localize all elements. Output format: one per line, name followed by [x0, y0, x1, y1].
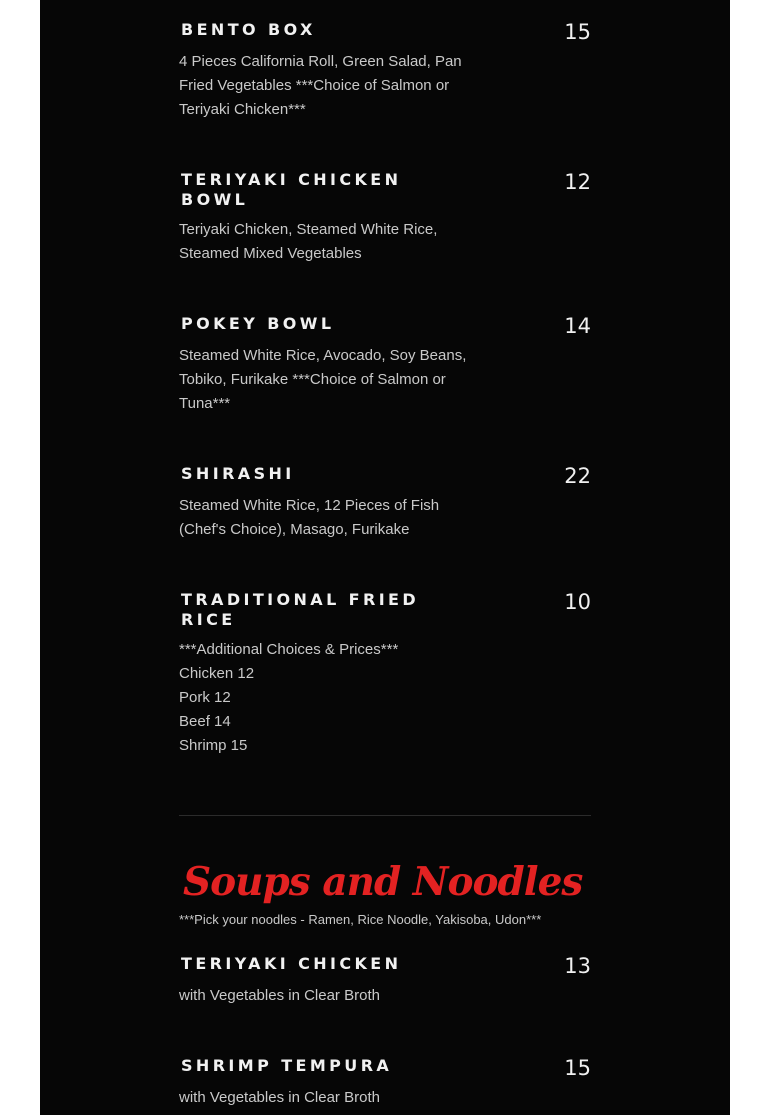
menu-panel — [40, 0, 730, 1115]
item-price: 15 — [564, 20, 591, 44]
item-description: Steamed White Rice, 12 Pieces of Fish (Chef's Choice), Masago, Furikake — [179, 497, 440, 538]
item-price: 10 — [564, 590, 591, 614]
menu-item-traditional-fried-rice — [179, 590, 591, 760]
menu-item-teriyaki-chicken-soup — [179, 954, 591, 1014]
item-name: SHRIMP TEMPURA — [181, 1056, 393, 1075]
item-price: 22 — [564, 464, 591, 488]
item-description: Steamed White Rice, Avocado, Soy Beans, Tobiko, Furikake ***Choice of Salmon or Tuna*** — [179, 347, 467, 412]
item-name: SHIRASHI — [181, 464, 295, 483]
section-title: Soups and Noodles — [183, 859, 583, 905]
item-name — [179, 20, 459, 40]
item-price: 13 — [564, 954, 591, 978]
menu-item-shrimp-tempura-soup — [179, 1056, 591, 1115]
item-name-text: BENTO BOX — [181, 20, 316, 39]
menu-item-shirashi — [179, 464, 591, 554]
item-name: POKEY BOWL — [181, 314, 335, 333]
section-note: ***Pick your noodles - Ramen, Rice Noodle, Yakisoba, Udon*** — [179, 912, 542, 927]
item-description: Teriyaki Chicken, Steamed White Rice, Steamed Mixed Vegetables — [179, 221, 438, 262]
item-description: with Vegetables in Clear Broth — [179, 1089, 380, 1106]
item-price: 12 — [564, 170, 591, 194]
item-price: 14 — [564, 314, 591, 338]
menu-item-bento-box — [179, 20, 591, 130]
item-price: 15 — [564, 1056, 591, 1080]
item-name: TERIYAKI CHICKEN — [181, 954, 402, 973]
item-description: ***Additional Choices & Prices*** Chicken 12 Pork 12 Beef 14 Shrimp 15 — [179, 641, 399, 754]
item-description: 4 Pieces California Roll, Green Salad, Pan Fried Vegetables ***Choice of Salmon or Teriyaki Chicken*** — [179, 53, 462, 118]
menu-item-pokey-bowl — [179, 314, 591, 424]
item-name: TRADITIONAL FRIED RICE — [181, 590, 420, 629]
menu-item-teriyaki-chicken-bowl — [179, 170, 591, 270]
item-description: with Vegetables in Clear Broth — [179, 987, 380, 1004]
section-divider — [179, 815, 591, 816]
item-name: TERIYAKI CHICKEN BOWL — [181, 170, 402, 209]
